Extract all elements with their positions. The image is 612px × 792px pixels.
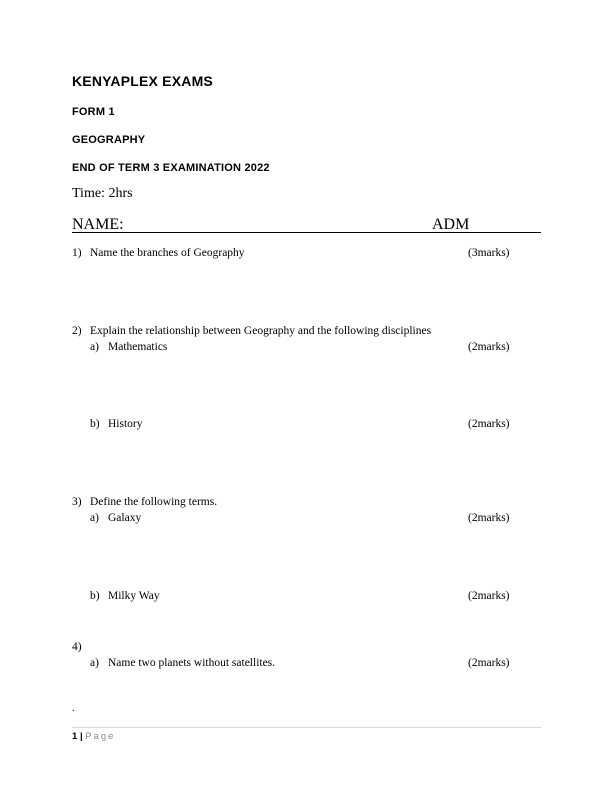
question-4a-label: a): [90, 657, 99, 669]
name-field-label: NAME:: [72, 216, 124, 233]
name-adm-underline: [72, 232, 541, 233]
subject-label: GEOGRAPHY: [72, 134, 146, 146]
footer-divider: [72, 727, 541, 728]
question-2a-text: Mathematics: [108, 341, 168, 353]
question-2b-label: b): [90, 418, 100, 430]
question-1-text: Name the branches of Geography: [90, 247, 245, 259]
exam-provider-title: KENYAPLEX EXAMS: [72, 73, 213, 89]
page-number: 1: [72, 731, 78, 742]
footer-separator: |: [79, 731, 83, 742]
stray-dot: .: [72, 702, 75, 714]
question-3b-marks: (2marks): [468, 590, 510, 602]
page-label: Page: [85, 731, 116, 742]
question-3a-text: Galaxy: [108, 512, 142, 524]
exam-duration: Time: 2hrs: [72, 186, 133, 201]
question-2a-marks: (2marks): [468, 341, 510, 353]
question-3a-label: a): [90, 512, 99, 524]
question-2-number: 2): [72, 325, 82, 337]
question-4a-text: Name two planets without satellites.: [108, 657, 276, 669]
question-2b-marks: (2marks): [468, 418, 510, 430]
question-3b-label: b): [90, 590, 100, 602]
question-3-number: 3): [72, 496, 82, 508]
question-4-number: 4): [72, 641, 82, 653]
question-3a-marks: (2marks): [468, 512, 510, 524]
question-3b-text: Milky Way: [108, 590, 160, 602]
question-1-marks: (3marks): [468, 247, 510, 259]
question-3-text: Define the following terms.: [90, 496, 218, 508]
question-2a-label: a): [90, 341, 99, 353]
question-4a-marks: (2marks): [468, 657, 510, 669]
form-label: FORM 1: [72, 106, 115, 118]
exam-title: END OF TERM 3 EXAMINATION 2022: [72, 162, 270, 174]
page-footer: [72, 731, 115, 742]
adm-field-label: ADM: [432, 216, 470, 233]
question-2-text: Explain the relationship between Geography and the following disciplines: [90, 325, 432, 337]
question-2b-text: History: [108, 418, 143, 430]
question-1-number: 1): [72, 247, 82, 259]
